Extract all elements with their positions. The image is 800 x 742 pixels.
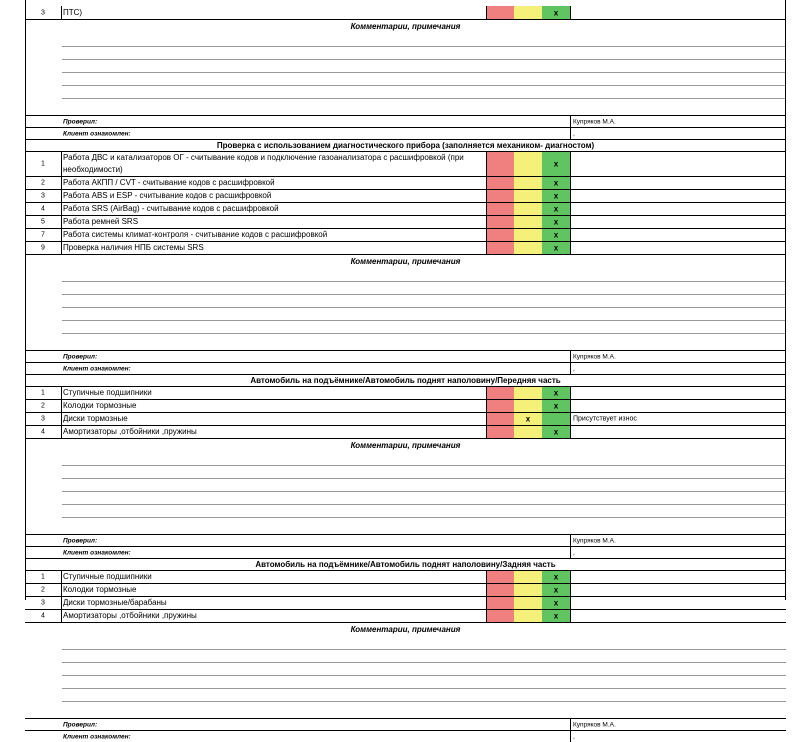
checked-by-label: Проверил: [63, 721, 98, 728]
mark-green: x [553, 191, 559, 201]
client-ack-label: Клиент ознакомлен: [63, 733, 131, 740]
comment-line[interactable] [62, 465, 786, 466]
client-ack-value: , [573, 130, 575, 137]
comments-header: Комментарии, примечания [25, 254, 786, 268]
section-title: Проверка с использованием диагностического прибора (заполняется механиком- диагностом) [25, 139, 786, 151]
column-divider [570, 610, 571, 622]
row-item-name: Колодки тормозные [63, 585, 137, 594]
row-number: 2 [41, 179, 45, 187]
status-yellow-cell [514, 216, 542, 228]
mark-green: x [553, 401, 559, 411]
mark-green: x [553, 159, 559, 169]
table-row [25, 609, 786, 622]
mark-green: x [553, 572, 559, 582]
signature-row [25, 534, 786, 546]
comment-line[interactable] [62, 72, 786, 73]
row-number: 3 [41, 415, 45, 423]
row-item-name: Работа системы климат-контроля - считывание кодов с расшифровкой [63, 230, 328, 239]
row-item-name: Работа ремней SRS [63, 217, 139, 226]
signature-row [25, 115, 786, 127]
column-divider [61, 400, 62, 412]
mark-green: x [553, 243, 559, 253]
mark-green: x [553, 178, 559, 188]
row-number: 4 [41, 612, 45, 620]
column-divider [570, 363, 571, 374]
table-row [25, 386, 786, 399]
column-divider [570, 6, 571, 19]
status-yellow-cell [514, 584, 542, 596]
column-divider [570, 597, 571, 609]
signature-row [25, 350, 786, 362]
client-ack-value: , [573, 549, 575, 556]
column-divider [570, 719, 571, 730]
table-row [25, 596, 786, 609]
column-divider [570, 571, 571, 583]
status-yellow-cell [514, 6, 542, 19]
column-divider [570, 152, 571, 176]
client-ack-label: Клиент ознакомлен: [63, 365, 131, 372]
row-item-name: Работа ABS и ESP - считывание кодов с расшифровкой [63, 191, 272, 200]
comment-line[interactable] [62, 517, 786, 518]
row-number: 3 [41, 9, 45, 16]
row-number: 1 [41, 389, 45, 397]
client-ack-value: , [573, 365, 575, 372]
client-ack-label: Клиент ознакомлен: [63, 549, 131, 556]
checked-by-label: Проверил: [63, 353, 98, 360]
column-divider [570, 116, 571, 127]
row-item-name: Работа SRS (AirBag) - считывание кодов с расшифровкой [63, 204, 279, 213]
section-title: Автомобиль на подъёмнике/Автомобиль поднят наполовину/Передняя часть [25, 374, 786, 386]
mark-green: x [553, 427, 559, 437]
comments-header: Комментарии, примечания [25, 622, 786, 636]
comment-line[interactable] [62, 701, 786, 702]
column-divider [570, 535, 571, 546]
row-item-name: Диски тормозные/барабаны [63, 598, 167, 607]
status-yellow-cell [514, 610, 542, 622]
table-row [25, 241, 786, 254]
row-number: 3 [41, 599, 45, 607]
table-row [25, 583, 786, 596]
column-divider [61, 216, 62, 228]
table-row [25, 228, 786, 241]
column-divider [570, 731, 571, 742]
mark-green: x [553, 598, 559, 608]
column-divider [570, 426, 571, 438]
column-divider [61, 190, 62, 202]
row-item-name: Ступичные подшипники [63, 572, 152, 581]
signature-row [25, 718, 786, 730]
row-number: 7 [41, 231, 45, 239]
table-row [25, 151, 786, 176]
column-divider [61, 584, 62, 596]
checked-by-label: Проверил: [63, 118, 98, 125]
column-divider [61, 229, 62, 241]
table-row [25, 6, 786, 19]
row-number: 2 [41, 402, 45, 410]
table-row [25, 570, 786, 583]
row-number: 3 [41, 192, 45, 200]
status-yellow-cell [514, 190, 542, 202]
comment-line[interactable] [62, 46, 786, 47]
mark-green: x [553, 585, 559, 595]
comment-line[interactable] [62, 504, 786, 505]
row-item-name: ПТС) [63, 7, 83, 17]
column-divider [61, 571, 62, 583]
mark-green: x [553, 8, 559, 17]
row-item-name: Диски тормозные [63, 414, 128, 423]
row-item-name: Колодки тормозные [63, 401, 137, 410]
column-divider [570, 242, 571, 254]
comment-line[interactable] [62, 662, 786, 663]
checked-by-value: Купряков М.А. [573, 353, 616, 360]
comment-line[interactable] [62, 281, 786, 282]
column-divider [570, 229, 571, 241]
checked-by-label: Проверил: [63, 537, 98, 544]
signature-row [25, 730, 786, 742]
status-yellow-cell [514, 387, 542, 399]
comment-line[interactable] [62, 688, 786, 689]
status-yellow-cell [514, 597, 542, 609]
signature-row [25, 362, 786, 374]
mark-yellow: x [525, 414, 531, 424]
comment-line[interactable] [62, 294, 786, 295]
comment-line[interactable] [62, 649, 786, 650]
row-number: 2 [41, 586, 45, 594]
table-border-left [25, 0, 26, 600]
column-divider [61, 6, 62, 19]
row-item-name: Амортизаторы ,отбойники ,пружины [63, 611, 197, 620]
column-divider [570, 413, 571, 425]
mark-green: x [553, 388, 559, 398]
client-ack-value: , [573, 733, 575, 740]
row-number: 9 [41, 244, 45, 252]
column-divider [61, 426, 62, 438]
column-divider [570, 387, 571, 399]
comment-line[interactable] [62, 85, 786, 86]
mark-green: x [553, 204, 559, 214]
column-divider [61, 413, 62, 425]
row-item-name: Амортизаторы ,отбойники ,пружины [63, 427, 197, 436]
comment-line[interactable] [62, 491, 786, 492]
row-item-name: Работа ДВС и катализаторов ОГ - считывание кодов и подключение газоанализатора с расшифровкой (при необходимости) [63, 153, 464, 174]
column-divider [61, 152, 62, 176]
checked-by-value: Купряков М.А. [573, 118, 616, 125]
row-item-name: Ступичные подшипники [63, 388, 152, 397]
table-row [25, 215, 786, 228]
column-divider [570, 203, 571, 215]
status-yellow-cell [514, 426, 542, 438]
signature-row [25, 546, 786, 558]
status-yellow-cell [514, 152, 542, 176]
mark-green: x [553, 230, 559, 240]
row-number: 1 [41, 573, 45, 581]
checked-by-value: Купряков М.А. [573, 721, 616, 728]
column-divider [61, 387, 62, 399]
column-divider [570, 177, 571, 189]
column-divider [570, 128, 571, 139]
column-divider [570, 216, 571, 228]
status-yellow-cell [514, 571, 542, 583]
comment-line[interactable] [62, 59, 786, 60]
comments-header: Комментарии, примечания [25, 19, 786, 33]
comment-line[interactable] [62, 98, 786, 99]
status-yellow-cell [514, 229, 542, 241]
table-border-right [785, 0, 786, 600]
column-divider [61, 203, 62, 215]
column-divider [570, 547, 571, 558]
row-note: Присутствует износ [573, 415, 637, 423]
row-item-name: Работа АКПП / CVT - считывание кодов с расшифровкой [63, 178, 275, 187]
mark-green: x [553, 217, 559, 227]
column-divider [61, 177, 62, 189]
row-number: 5 [41, 218, 45, 226]
table-row [25, 189, 786, 202]
table-row [25, 202, 786, 215]
section-title: Автомобиль на подъёмнике/Автомобиль поднят наполовину/Задняя часть [25, 558, 786, 570]
row-item-name: Проверка наличия НПБ системы SRS [63, 243, 204, 252]
column-divider [570, 400, 571, 412]
column-divider [61, 242, 62, 254]
status-green-cell [542, 413, 570, 425]
column-divider [570, 584, 571, 596]
comment-line[interactable] [62, 333, 786, 334]
comments-header: Комментарии, примечания [25, 438, 786, 452]
comment-line[interactable] [62, 675, 786, 676]
signature-row [25, 127, 786, 139]
mark-green: x [553, 611, 559, 621]
column-divider [61, 597, 62, 609]
row-number: 4 [41, 205, 45, 213]
row-number: 1 [41, 160, 45, 168]
column-divider [61, 610, 62, 622]
status-yellow-cell [514, 242, 542, 254]
table-row [25, 176, 786, 189]
comment-line[interactable] [62, 320, 786, 321]
column-divider [570, 351, 571, 362]
status-yellow-cell [514, 203, 542, 215]
comment-line[interactable] [62, 478, 786, 479]
checked-by-value: Купряков М.А. [573, 537, 616, 544]
status-yellow-cell [514, 400, 542, 412]
table-row [25, 399, 786, 412]
table-row [25, 425, 786, 438]
comment-line[interactable] [62, 307, 786, 308]
client-ack-label: Клиент ознакомлен: [63, 130, 131, 137]
table-row [25, 412, 786, 425]
status-yellow-cell [514, 177, 542, 189]
column-divider [570, 190, 571, 202]
row-number: 4 [41, 428, 45, 436]
